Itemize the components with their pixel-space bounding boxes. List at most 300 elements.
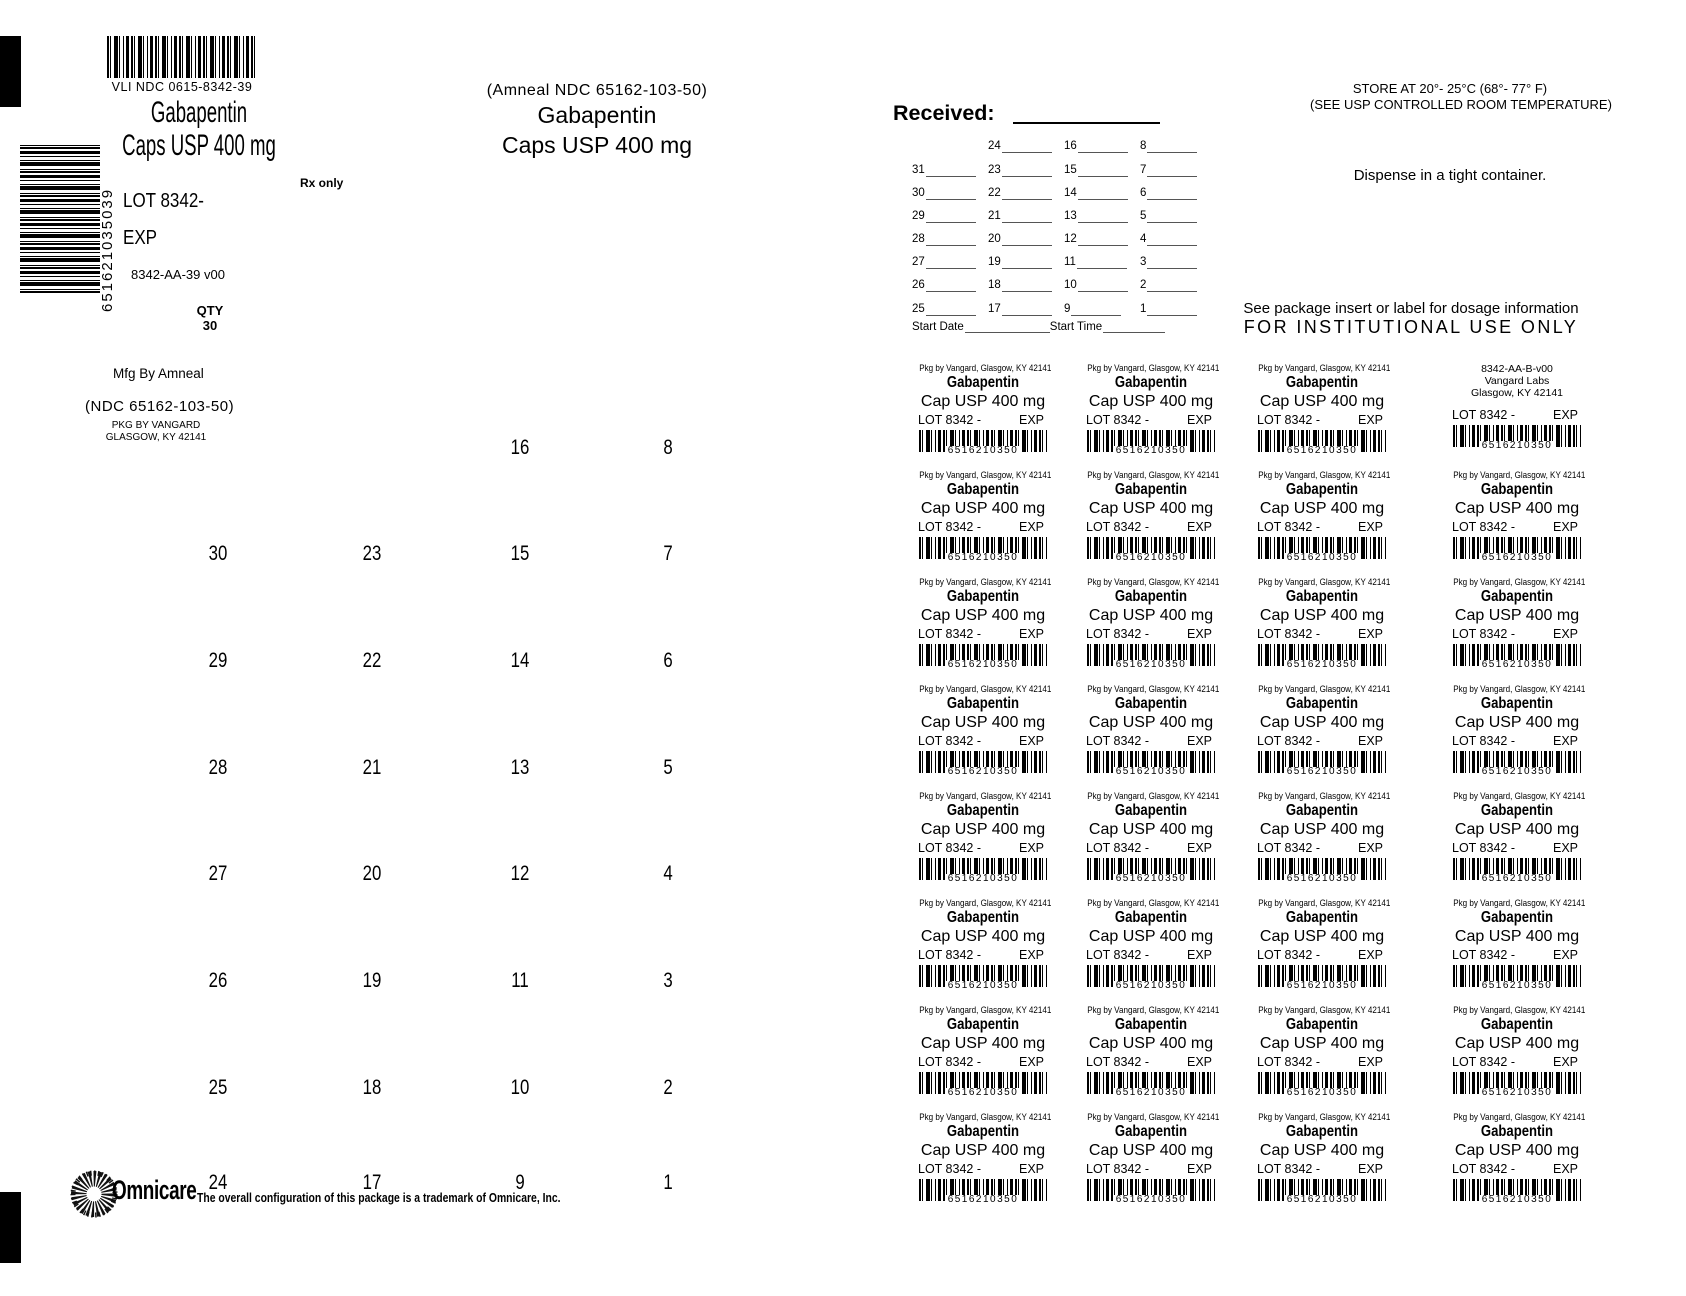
unit-label-lot: LOT 8342 -	[1452, 408, 1516, 422]
received-grid-number: 28	[912, 233, 925, 245]
unit-label-barcode	[919, 537, 1047, 563]
received-grid-cell	[912, 164, 976, 177]
unit-label	[1442, 1112, 1592, 1205]
center-drug-name: Gabapentin	[537, 102, 657, 128]
unit-label-exp: EXP	[1357, 1162, 1383, 1176]
unit-label-barcode	[1453, 1179, 1581, 1205]
unit-label-lot-exp	[1442, 948, 1592, 962]
received-grid-number: 9	[1064, 303, 1071, 315]
unit-label-lot-exp	[908, 734, 1058, 748]
unit-label-barcode	[919, 1072, 1047, 1098]
unit-label-lot-exp	[908, 841, 1058, 855]
unit-label	[1442, 577, 1592, 670]
unit-label-strength: Cap USP 400 mg	[920, 1035, 1046, 1052]
unit-label-barcode-number: 6516210350	[1481, 552, 1553, 563]
storage-line1: STORE AT 20°- 25°C (68°- 77° F)	[1352, 81, 1548, 96]
unit-label	[1076, 363, 1226, 456]
punch-grid-number: 28	[208, 756, 228, 779]
unit-label-lot-exp	[908, 1162, 1058, 1176]
unit-label-drug-name: Gabapentin	[1285, 1123, 1359, 1140]
unit-label-drug-name: Gabapentin	[1480, 481, 1554, 498]
unit-label	[1442, 898, 1592, 991]
unit-label	[1247, 363, 1397, 456]
unit-label-strength: Cap USP 400 mg	[920, 714, 1046, 731]
unit-label	[908, 684, 1058, 777]
unit-label	[908, 363, 1058, 456]
received-grid-number: 25	[912, 303, 925, 315]
unit-label	[1076, 470, 1226, 563]
unit-label-lot: LOT 8342 -	[1452, 734, 1516, 748]
punch-grid-number: 17	[362, 1171, 382, 1194]
unit-label-lot: LOT 8342 -	[918, 520, 982, 534]
unit-label-strength: Cap USP 400 mg	[1088, 714, 1214, 731]
unit-label-barcode	[1258, 430, 1386, 456]
unit-label-drug-name: Gabapentin	[1114, 1016, 1188, 1033]
received-grid-number: 14	[1064, 187, 1077, 199]
unit-label-barcode	[1087, 537, 1215, 563]
unit-label-barcode-number: 6516210350	[1481, 980, 1553, 991]
received-grid-cell	[1140, 279, 1197, 292]
unit-label-packager: Pkg by Vangard, Glasgow, KY 42141	[1087, 1112, 1220, 1123]
unit-label-strength: Cap USP 400 mg	[1259, 607, 1385, 624]
unit-label-drug-name: Gabapentin	[1285, 374, 1359, 391]
received-grid-fill-line	[926, 210, 976, 223]
received-grid-cell	[988, 187, 1052, 200]
received-grid-cell	[988, 140, 1052, 153]
unit-label-lot-exp	[1442, 1055, 1592, 1069]
unit-label-lot-exp	[908, 948, 1058, 962]
unit-label-lot: LOT 8342 -	[1452, 1055, 1516, 1069]
unit-label	[1442, 363, 1592, 451]
unit-label-exp: EXP	[1357, 520, 1383, 534]
unit-label-exp: EXP	[1552, 1055, 1578, 1069]
punch-grid-number: 22	[362, 649, 382, 672]
unit-label-packager: Pkg by Vangard, Glasgow, KY 42141	[919, 898, 1052, 909]
unit-label-packager: Pkg by Vangard, Glasgow, KY 42141	[1087, 791, 1220, 802]
unit-label-strength: Cap USP 400 mg	[1454, 1035, 1580, 1052]
unit-label-strength: Cap USP 400 mg	[1259, 1035, 1385, 1052]
unit-label-drug-name: Gabapentin	[946, 695, 1020, 712]
storage-instructions	[1310, 81, 1612, 112]
unit-label-packager: Pkg by Vangard, Glasgow, KY 42141	[1258, 1112, 1391, 1123]
unit-label-lot: LOT 8342 -	[1452, 520, 1516, 534]
unit-label-strength: Cap USP 400 mg	[920, 928, 1046, 945]
punch-grid-number: 6	[663, 649, 673, 672]
punch-grid-number: 30	[208, 542, 228, 565]
unit-label-drug-name: Gabapentin	[946, 481, 1020, 498]
master-barcode-caption: VLI NDC 0615-8342-39	[111, 80, 253, 94]
unit-label-lot-exp	[1076, 1055, 1226, 1069]
unit-label-barcode	[919, 751, 1047, 777]
unit-label-barcode-number: 6516210350	[947, 552, 1019, 563]
unit-label-barcode	[919, 965, 1047, 991]
received-grid-number: 20	[988, 233, 1001, 245]
received-grid-cell	[1140, 233, 1197, 246]
unit-label-exp: EXP	[1018, 948, 1044, 962]
punch-grid-number: 14	[510, 649, 530, 672]
unit-label-lot-exp	[1076, 413, 1226, 427]
received-grid-fill-line	[926, 303, 976, 316]
received-grid-fill-line	[1002, 187, 1052, 200]
unit-label-exp: EXP	[1186, 1162, 1212, 1176]
received-grid-number: 1	[1140, 303, 1147, 315]
unit-label-exp: EXP	[1186, 413, 1212, 427]
received-grid-fill-line	[1147, 233, 1197, 246]
unit-label-barcode	[1258, 858, 1386, 884]
unit-label-lot-exp	[1442, 841, 1592, 855]
punch-grid-number: 18	[362, 1076, 382, 1099]
unit-label-strength: Cap USP 400 mg	[1088, 393, 1214, 410]
received-grid-number: 23	[988, 164, 1001, 176]
unit-label-barcode-number: 6516210350	[947, 1194, 1019, 1205]
received-grid-number: 4	[1140, 233, 1147, 245]
unit-label-exp: EXP	[1186, 734, 1212, 748]
unit-label-drug-name: Gabapentin	[1285, 1016, 1359, 1033]
received-grid-number: 21	[988, 210, 1001, 222]
unit-label-barcode	[919, 1179, 1047, 1205]
unit-label	[908, 791, 1058, 884]
punch-grid-number: 9	[515, 1171, 525, 1194]
unit-label-lot: LOT 8342 -	[1257, 627, 1321, 641]
unit-label-lot: LOT 8342 -	[1257, 734, 1321, 748]
unit-label-lot: LOT 8342 -	[1257, 413, 1321, 427]
master-packager	[87, 420, 225, 443]
unit-label-barcode-number: 6516210350	[1481, 440, 1553, 451]
unit-label	[1442, 684, 1592, 777]
unit-label-packager: Pkg by Vangard, Glasgow, KY 42141	[919, 684, 1052, 695]
master-mfg: Mfg By Amneal	[113, 366, 204, 381]
received-grid-fill-line	[1002, 140, 1052, 153]
unit-label-exp: EXP	[1552, 520, 1578, 534]
unit-label-exp: EXP	[1018, 1162, 1044, 1176]
unit-label-barcode-number: 6516210350	[1286, 552, 1358, 563]
unit-label-packager: Pkg by Vangard, Glasgow, KY 42141	[1087, 684, 1220, 695]
unit-label-packager: Pkg by Vangard, Glasgow, KY 42141	[1453, 684, 1586, 695]
rx-only-text: Rx only	[300, 176, 344, 190]
unit-label-packager: Pkg by Vangard, Glasgow, KY 42141	[1087, 577, 1220, 588]
unit-label-exp: EXP	[1018, 627, 1044, 641]
dispense-note: Dispense in a tight container.	[1353, 167, 1547, 184]
received-grid-number: 17	[988, 303, 1001, 315]
received-grid-fill-line	[1147, 210, 1197, 223]
unit-label	[908, 1005, 1058, 1098]
unit-label-exp: EXP	[1186, 841, 1212, 855]
unit-label-packager: Pkg by Vangard, Glasgow, KY 42141	[1258, 363, 1391, 374]
received-grid-number: 13	[1064, 210, 1077, 222]
unit-label-barcode	[1087, 644, 1215, 670]
unit-label-lot-exp	[1442, 734, 1592, 748]
received-grid-fill-line	[1147, 303, 1197, 316]
unit-label-barcode	[1258, 751, 1386, 777]
unit-label-exp: EXP	[1357, 1055, 1383, 1069]
center-title	[447, 82, 747, 159]
unit-label-lot: LOT 8342 -	[1452, 948, 1516, 962]
unit-label-drug-name: Gabapentin	[1480, 1016, 1554, 1033]
unit-label-lot: LOT 8342 -	[1452, 627, 1516, 641]
unit-label	[1442, 1005, 1592, 1098]
unit-label-lot: LOT 8342 -	[1086, 948, 1150, 962]
unit-label-barcode-number: 6516210350	[1115, 445, 1187, 456]
registration-mark-bottom	[0, 1192, 21, 1263]
unit-label-packager: Pkg by Vangard, Glasgow, KY 42141	[1258, 577, 1391, 588]
received-grid-number: 19	[988, 256, 1001, 268]
unit-label	[908, 1112, 1058, 1205]
received-grid-number: 10	[1064, 279, 1077, 291]
unit-label-lot: LOT 8342 -	[918, 1055, 982, 1069]
received-grid-fill-line	[1077, 256, 1127, 269]
unit-label-barcode-number: 6516210350	[1481, 1194, 1553, 1205]
unit-label-barcode	[1453, 858, 1581, 884]
unit-label	[1076, 1112, 1226, 1205]
received-grid-fill-line	[926, 256, 976, 269]
unit-label-strength: Cap USP 400 mg	[920, 821, 1046, 838]
received-grid-number: 31	[912, 164, 925, 176]
unit-label	[1442, 791, 1592, 884]
received-grid-fill-line	[1147, 164, 1197, 177]
center-ndc: (Amneal NDC 65162-103-50)	[486, 82, 708, 99]
unit-label-barcode-number: 6516210350	[947, 1087, 1019, 1098]
received-grid-cell	[912, 303, 976, 316]
punch-grid-number: 12	[510, 862, 530, 885]
unit-label-strength: Cap USP 400 mg	[1454, 607, 1580, 624]
unit-label-packager: Pkg by Vangard, Glasgow, KY 42141	[1087, 898, 1220, 909]
unit-label-exp: EXP	[1552, 734, 1578, 748]
unit-label-strength: Cap USP 400 mg	[1088, 607, 1214, 624]
unit-label-barcode-number: 6516210350	[1286, 1087, 1358, 1098]
unit-label-exp: EXP	[1552, 627, 1578, 641]
unit-label-strength: Cap USP 400 mg	[1088, 1035, 1214, 1052]
unit-label-exp: EXP	[1357, 627, 1383, 641]
received-grid-number: 30	[912, 187, 925, 199]
unit-label-drug-name: Gabapentin	[946, 1016, 1020, 1033]
received-grid-fill-line	[1078, 187, 1128, 200]
received-grid-cell	[1140, 210, 1197, 223]
punch-grid-number: 20	[362, 862, 382, 885]
received-grid-number: 22	[988, 187, 1001, 199]
unit-label-barcode-number: 6516210350	[1115, 980, 1187, 991]
packager-line1: PKG BY VANGARD	[111, 420, 201, 431]
unit-label-lot: LOT 8342 -	[1086, 1162, 1150, 1176]
punch-grid-number: 25	[208, 1076, 228, 1099]
unit-label-exp: EXP	[1018, 841, 1044, 855]
unit-label-drug-name: Gabapentin	[946, 374, 1020, 391]
unit-label-lot-exp	[1442, 520, 1592, 534]
unit-label-barcode	[1087, 751, 1215, 777]
unit-label-lot: LOT 8342 -	[918, 627, 982, 641]
received-grid-cell	[1064, 140, 1128, 153]
unit-label-drug-name: Gabapentin	[1114, 588, 1188, 605]
unit-label-exp: EXP	[1018, 1055, 1044, 1069]
unit-label-strength: Cap USP 400 mg	[1454, 500, 1580, 517]
master-exp: EXP	[123, 227, 158, 249]
unit-label-strength: Cap USP 400 mg	[1259, 1142, 1385, 1159]
master-qty	[185, 303, 235, 333]
unit-label-lot-exp	[908, 413, 1058, 427]
unit-label-exp: EXP	[1018, 734, 1044, 748]
punch-grid-number: 21	[362, 756, 382, 779]
unit-label-barcode-number: 6516210350	[1115, 1087, 1187, 1098]
trademark-note: The overall configuration of this package is a trademark of Omnicare, Inc.	[197, 1190, 561, 1205]
unit-label-barcode-number: 6516210350	[1286, 873, 1358, 884]
received-grid-number: 16	[1064, 140, 1077, 152]
unit-label-lot-exp	[1247, 520, 1397, 534]
unit-label-strength: Cap USP 400 mg	[1259, 928, 1385, 945]
unit-label-drug-name: Gabapentin	[1480, 909, 1554, 926]
unit-label-barcode	[919, 858, 1047, 884]
unit-label-drug-name: Gabapentin	[1114, 374, 1188, 391]
received-grid-cell	[988, 233, 1052, 246]
unit-label-lot-exp	[1076, 520, 1226, 534]
unit-label-lot: LOT 8342 -	[1257, 1162, 1321, 1176]
received-grid-number: 15	[1064, 164, 1077, 176]
received-grid-fill-line	[926, 233, 976, 246]
unit-label-packager: Pkg by Vangard, Glasgow, KY 42141	[919, 1112, 1052, 1123]
start-date-time-row	[912, 320, 1165, 333]
received-grid-fill-line	[926, 187, 976, 200]
master-lot: LOT 8342-	[123, 190, 204, 212]
unit-label-packager: Pkg by Vangard, Glasgow, KY 42141	[1087, 1005, 1220, 1016]
unit-label-lot-exp	[1247, 734, 1397, 748]
unit-label-exp: EXP	[1552, 1162, 1578, 1176]
unit-label	[908, 898, 1058, 991]
unit-label-drug-name: Gabapentin	[946, 1123, 1020, 1140]
received-grid-number: 26	[912, 279, 925, 291]
punch-grid-number: 11	[511, 969, 529, 992]
unit-label-barcode	[1453, 965, 1581, 991]
unit-label-barcode	[1258, 1179, 1386, 1205]
start-time-label: Start Time	[1049, 321, 1103, 333]
unit-label-exp: EXP	[1552, 948, 1578, 962]
unit-label-drug-name: Gabapentin	[1480, 1123, 1554, 1140]
unit-label-exp: EXP	[1357, 734, 1383, 748]
unit-label-lot-exp	[1247, 1055, 1397, 1069]
received-grid-cell	[988, 303, 1052, 316]
unit-label-exp: EXP	[1552, 841, 1578, 855]
unit-label	[908, 577, 1058, 670]
received-grid-cell	[1140, 256, 1197, 269]
unit-label-packager: Pkg by Vangard, Glasgow, KY 42141	[1087, 470, 1220, 481]
punch-grid-number: 26	[208, 969, 228, 992]
unit-label-strength: Cap USP 400 mg	[1259, 714, 1385, 731]
received-grid-cell	[912, 256, 976, 269]
unit-label-packager: Pkg by Vangard, Glasgow, KY 42141	[1453, 1112, 1586, 1123]
qty-value: 30	[202, 318, 218, 333]
received-label: Received:	[893, 101, 995, 125]
corner-label-version: 8342-AA-B-v00	[1481, 363, 1553, 375]
unit-label-strength: Cap USP 400 mg	[1088, 821, 1214, 838]
unit-label-barcode	[1453, 1072, 1581, 1098]
unit-label-barcode	[1258, 1072, 1386, 1098]
unit-label-barcode-number: 6516210350	[947, 873, 1019, 884]
received-grid-cell	[1064, 187, 1128, 200]
punch-grid-number: 7	[663, 542, 673, 565]
unit-label-drug-name: Gabapentin	[1480, 695, 1554, 712]
received-grid-fill-line	[1002, 233, 1052, 246]
unit-label-exp: EXP	[1018, 520, 1044, 534]
received-grid-cell	[1140, 187, 1197, 200]
received-grid-fill-line	[1002, 256, 1052, 269]
received-grid-cell	[912, 187, 976, 200]
unit-label	[1076, 1005, 1226, 1098]
master-side-barcode-number: 651621035039	[99, 187, 116, 312]
unit-label-lot: LOT 8342 -	[1452, 841, 1516, 855]
punch-grid-number: 5	[663, 756, 673, 779]
punch-grid-number: 1	[663, 1171, 673, 1194]
punch-grid-number: 27	[208, 862, 228, 885]
unit-label-barcode	[1087, 430, 1215, 456]
unit-label-drug-name: Gabapentin	[946, 802, 1020, 819]
unit-label-barcode-number: 6516210350	[1286, 445, 1358, 456]
unit-label-barcode-number: 6516210350	[947, 980, 1019, 991]
received-grid-cell	[1140, 140, 1197, 153]
unit-label-exp: EXP	[1186, 1055, 1212, 1069]
received-grid-fill-line	[1002, 164, 1052, 177]
unit-label-lot-exp	[1247, 627, 1397, 641]
corner-label-city: Glasgow, KY 42141	[1470, 387, 1564, 399]
received-grid-number: 2	[1140, 279, 1147, 291]
unit-label-lot-exp	[908, 520, 1058, 534]
unit-label-lot-exp	[1076, 734, 1226, 748]
package-insert-note: See package insert or label for dosage information	[1243, 300, 1579, 317]
punch-grid-number: 23	[362, 542, 382, 565]
unit-label-barcode	[1087, 965, 1215, 991]
unit-label	[1247, 577, 1397, 670]
unit-label-lot-exp	[1442, 1162, 1592, 1176]
unit-label-lot: LOT 8342 -	[918, 1162, 982, 1176]
unit-label-packager: Pkg by Vangard, Glasgow, KY 42141	[1258, 1005, 1391, 1016]
unit-label-lot-exp	[1076, 627, 1226, 641]
received-grid-number: 24	[988, 140, 1001, 152]
unit-label-strength: Cap USP 400 mg	[1088, 500, 1214, 517]
unit-label-strength: Cap USP 400 mg	[1454, 1142, 1580, 1159]
received-grid-cell	[1064, 164, 1128, 177]
received-grid-cell	[912, 210, 976, 223]
unit-label-lot-exp	[1247, 413, 1397, 427]
punch-grid-number: 10	[510, 1076, 530, 1099]
received-grid-cell	[988, 279, 1052, 292]
storage-line2: (SEE USP CONTROLLED ROOM TEMPERATURE)	[1310, 96, 1612, 112]
unit-label-lot-exp	[1076, 841, 1226, 855]
received-grid-number: 7	[1140, 164, 1147, 176]
unit-label-barcode-number: 6516210350	[1481, 873, 1553, 884]
unit-label-lot: LOT 8342 -	[1452, 1162, 1516, 1176]
unit-label-barcode-number: 6516210350	[1286, 659, 1358, 670]
master-ndc: (NDC 65162-103-50)	[85, 398, 235, 415]
unit-label	[1076, 684, 1226, 777]
received-grid-number: 5	[1140, 210, 1147, 222]
unit-label-strength: Cap USP 400 mg	[920, 500, 1046, 517]
start-date-fill-line	[965, 320, 1050, 333]
unit-label-drug-name: Gabapentin	[1285, 695, 1359, 712]
unit-label-strength: Cap USP 400 mg	[1088, 928, 1214, 945]
received-grid-fill-line	[1147, 140, 1197, 153]
unit-label-exp: EXP	[1357, 413, 1383, 427]
received-grid-cell	[1064, 256, 1127, 269]
received-grid-fill-line	[926, 279, 976, 292]
unit-label-packager: Pkg by Vangard, Glasgow, KY 42141	[919, 791, 1052, 802]
unit-label-lot: LOT 8342 -	[1086, 627, 1150, 641]
unit-label-packager: Pkg by Vangard, Glasgow, KY 42141	[1453, 1005, 1586, 1016]
unit-label-packager: Pkg by Vangard, Glasgow, KY 42141	[919, 470, 1052, 481]
unit-label-exp: EXP	[1357, 841, 1383, 855]
received-grid-fill-line	[1147, 187, 1197, 200]
received-grid-number: 12	[1064, 233, 1077, 245]
unit-label-barcode-number: 6516210350	[1286, 766, 1358, 777]
unit-label-lot: LOT 8342 -	[1086, 841, 1150, 855]
unit-label-barcode-number: 6516210350	[1115, 873, 1187, 884]
unit-label-packager: Pkg by Vangard, Glasgow, KY 42141	[919, 1005, 1052, 1016]
received-grid-number: 6	[1140, 187, 1147, 199]
